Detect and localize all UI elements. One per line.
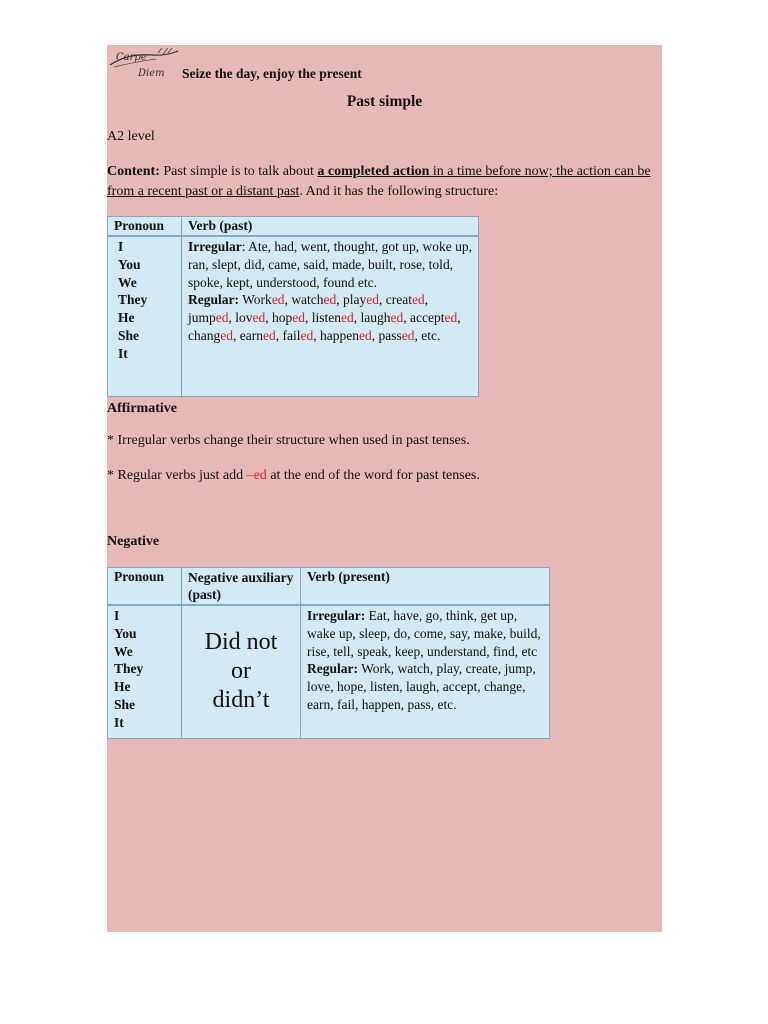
content-label: Content:: [107, 164, 160, 179]
content-text-1: Past simple is to talk about: [159, 164, 318, 179]
irregular-note: * Irregular verbs change their structure when used in past tenses.: [107, 433, 470, 448]
pronoun-list-neg: [108, 605, 182, 738]
ed-suffix: ed: [300, 327, 314, 343]
pronoun-she: She: [118, 327, 140, 343]
header-negative-aux: Negative auxiliary (past): [182, 568, 301, 606]
regular-verb: changed: [188, 327, 233, 343]
irregular-verbs-present: Eat, have, go, think, get up, wake up, sleep, do, come, say, make, build, rise, tell, speak, keep, understand, find, etc: [307, 608, 541, 659]
content-text-2: . And it has the following structure:: [299, 184, 499, 199]
pronoun-you: You: [118, 256, 141, 272]
aux-or: or: [231, 658, 251, 685]
pronoun-items-neg: [114, 607, 175, 732]
regular-verb: passed: [378, 327, 415, 343]
pronoun-list: [108, 236, 182, 396]
pronoun-they: They: [118, 292, 148, 308]
regular-label: Regular:: [188, 292, 239, 308]
regular-verb: loved: [235, 310, 266, 326]
ed-suffix: ed: [252, 310, 266, 326]
motto-text: Seize the day, enjoy the present: [182, 66, 362, 81]
pronoun-neg-she: She: [114, 696, 136, 712]
ed-suffix: ed: [444, 310, 458, 326]
regular-verb: happened: [319, 327, 372, 343]
regular-note-post: at the end of the word for past tenses.: [266, 468, 480, 483]
regular-note: [107, 468, 480, 484]
aux-didnt: didn’t: [212, 687, 270, 714]
verb-present-cell: [301, 605, 550, 738]
ed-suffix: ed: [271, 292, 285, 308]
ed-suffix: ed: [341, 310, 354, 326]
content-underlined-rest: in a time before now; the action can be from a recent past or a distant past: [107, 164, 651, 199]
header-verb-past: Verb (past): [182, 217, 479, 237]
ed-suffix: ed: [262, 327, 276, 343]
completed-action-text: a completed action: [317, 164, 430, 179]
pronoun-items: [118, 238, 175, 363]
regular-verb: watched: [291, 292, 337, 308]
regular-verbs-present: Work, watch, play, create, jump, love, hope, listen, laugh, accept, change, earn, fail, happen, pass, etc.: [307, 661, 536, 712]
irregular-label-neg: Irregular:: [307, 608, 366, 623]
regular-verbs: Worked, watched, played, created, jumped, loved, hoped, listened, laughed, accepted, changed, earned, failed, happened, passed: [188, 292, 461, 343]
pronoun-neg-you: You: [114, 625, 137, 641]
pronoun-we: We: [118, 274, 137, 290]
svg-text:Diem: Diem: [138, 68, 165, 79]
ed-suffix: ed: [358, 327, 372, 343]
regular-end: , etc.: [414, 327, 441, 343]
ed-suffix: ed: [401, 327, 415, 343]
header-pronoun-neg: Pronoun: [108, 568, 182, 606]
ed-suffix: ed: [292, 310, 306, 326]
negative-heading: Negative: [107, 534, 160, 549]
pronoun-neg-we: We: [114, 643, 133, 659]
regular-verb: earned: [239, 327, 276, 343]
content-paragraph: [107, 162, 659, 202]
regular-verb: listened: [311, 310, 354, 326]
pronoun-he: He: [118, 310, 135, 326]
pronoun-it: It: [118, 345, 128, 361]
regular-verb: failed: [282, 327, 314, 343]
header-pronoun: Pronoun: [108, 217, 182, 237]
ed-suffix: ed: [215, 310, 229, 326]
regular-verb: jumped: [188, 310, 229, 326]
ed-suffix: ed: [366, 292, 380, 308]
pronoun-neg-he: He: [114, 679, 131, 695]
regular-verb: laughed: [360, 310, 404, 326]
carpe-diem-logo: [108, 45, 182, 81]
ed-suffix: ed: [412, 292, 425, 308]
negative-aux-cell: [182, 605, 301, 738]
pronoun-neg-it: It: [114, 714, 124, 730]
regular-label-neg: Regular:: [307, 661, 358, 677]
regular-verb: created: [385, 292, 425, 308]
regular-verb: played: [343, 292, 380, 308]
ed-suffix: ed: [220, 327, 233, 343]
pronoun-neg-they: They: [114, 661, 144, 677]
regular-verb: Worked: [242, 292, 285, 308]
verb-past-cell: [182, 236, 479, 396]
pronoun-neg-i: I: [114, 608, 120, 623]
ed-suffix: ed: [390, 310, 404, 326]
ed-suffix: ed: [323, 292, 337, 308]
pronoun-i: I: [118, 239, 124, 254]
page-title: Past simple: [346, 93, 423, 110]
regular-verb: hoped: [272, 310, 306, 326]
svg-text:Carpe: Carpe: [116, 52, 147, 63]
aux-did-not: Did not: [204, 629, 278, 656]
header-verb-present: Verb (present): [301, 568, 550, 606]
level-text: A2 level: [107, 129, 155, 144]
regular-verb: accepted: [410, 310, 458, 326]
irregular-label: Irregular: [188, 239, 242, 254]
negative-table: [107, 567, 550, 739]
irregular-verbs: : Ate, had, went, thought, got up, woke up, ran, slept, did, came, said, made, built, rose, told, spoke, kept, understood, found etc.: [188, 239, 472, 290]
ed-suffix: –ed: [246, 468, 267, 483]
regular-note-pre: * Regular verbs just add: [107, 468, 247, 483]
affirmative-heading: Affirmative: [107, 401, 177, 416]
past-simple-table: [107, 216, 479, 397]
